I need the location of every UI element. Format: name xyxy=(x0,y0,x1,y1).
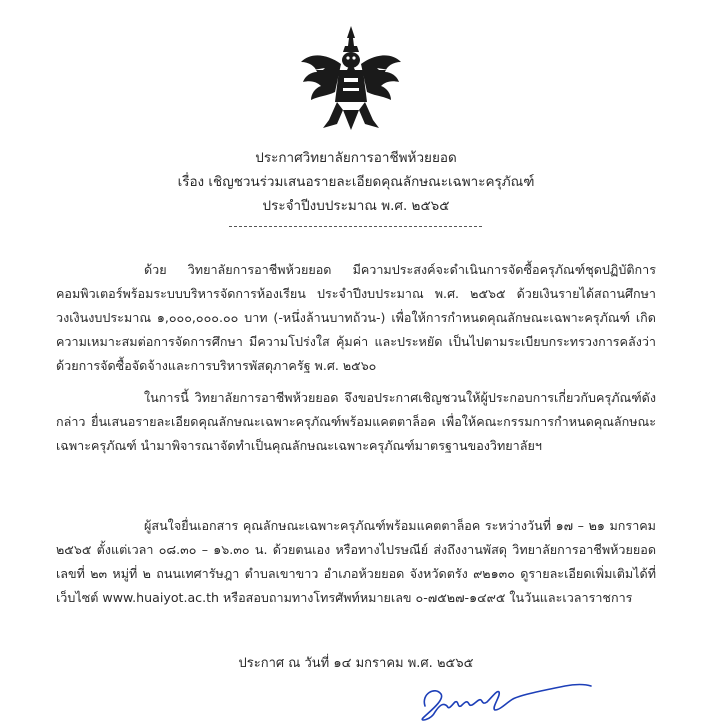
paragraph-invitation xyxy=(56,386,656,458)
paragraph-purpose-text: ด้วย วิทยาลัยการอาชีพห้วยยอด มีความประสงค์จะดำเนินการจัดซื้อครุภัณฑ์ชุดปฏิบัติการคอมพิวเตอร์พร้อมระบบบริหารจัดการห้องเรียน ประจำปีงบประมาณ พ.ศ. ๒๕๖๕ ด้วยเงินรายได้สถานศึกษา วงเงินงบประมาณ ๑,๐๐๐,๐๐๐.๐๐ บาท (-หนึ่งล้านบาทถ้วน-) เพื่อให้การกำหนดคุณลักษณะเฉพาะครุภัณฑ์ เกิดความเหมาะสมต่อการจัดการศึกษา มีความโปร่งใส คุ้มค่า และประหยัด เป็นไปตามระเบียบกระทรวงการคลังว่าด้วยการจัดซื้อจัดจ้างและการบริหารพัสดุภาครัฐ พ.ศ. ๒๕๖๐ xyxy=(56,262,656,373)
paragraph-submission-text: ผู้สนใจยื่นเอกสาร คุณลักษณะเฉพาะครุภัณฑ์พร้อมแคตตาล็อค ระหว่างวันที่ ๑๗ – ๒๑ มกราคม ๒๕๖๕ ตั้งแต่เวลา ๐๘.๓๐ – ๑๖.๓๐ น. ด้วยตนเอง หรือทางไปรษณีย์ ส่งถึงงานพัสดุ วิทยาลัยการอาชีพห้วยยอด เลขที่ ๒๓ หมู่ที่ ๒ ถนนเทศารัษฎา ตำบลเขาขาว อำเภอห้วยยอด จังหวัดตรัง ๙๒๑๓๐ ดูรายละเอียดเพิ่มเติมได้ที่เว็บไซต์ www.huaiyot.ac.th หรือสอบถามทางโทรศัพท์หมายเลข ๐-๗๕๒๗-๑๔๙๕ ในวันและเวลาราชการ xyxy=(56,518,656,605)
fiscal-year-line: ประจำปีงบประมาณ พ.ศ. ๒๕๖๕ xyxy=(262,198,450,214)
announcement-title: ประกาศวิทยาลัยการอาชีพห้วยยอด xyxy=(255,150,457,166)
signature-mark xyxy=(395,672,595,724)
paragraph-submission xyxy=(56,514,656,610)
announcement-date: ประกาศ ณ วันที่ ๑๔ มกราคม พ.ศ. ๒๕๖๕ xyxy=(238,656,474,671)
garuda-emblem-icon xyxy=(297,24,405,132)
paragraph-invitation-text: ในการนี้ วิทยาลัยการอาชีพห้วยยอด จึงขอประกาศเชิญชวนให้ผู้ประกอบการเกี่ยวกับครุภัณฑ์ดังกล่าว ยื่นเสนอรายละเอียดคุณลักษณะเฉพาะครุภัณฑ์พร้อมแคตตาล็อค เพื่อให้คณะกรรมการกำหนดคุณลักษณะเฉพาะครุภัณฑ์ นำมาพิจารณาจัดทำเป็นคุณลักษณะเฉพาะครุภัณฑ์มาตรฐานของวิทยาลัยฯ xyxy=(56,390,656,453)
announcement-subject: เรื่อง เชิญชวนร่วมเสนอรายละเอียดคุณลักษณะเฉพาะครุภัณฑ์ xyxy=(177,174,535,190)
header-divider xyxy=(229,226,482,227)
paragraph-purpose xyxy=(56,258,656,378)
